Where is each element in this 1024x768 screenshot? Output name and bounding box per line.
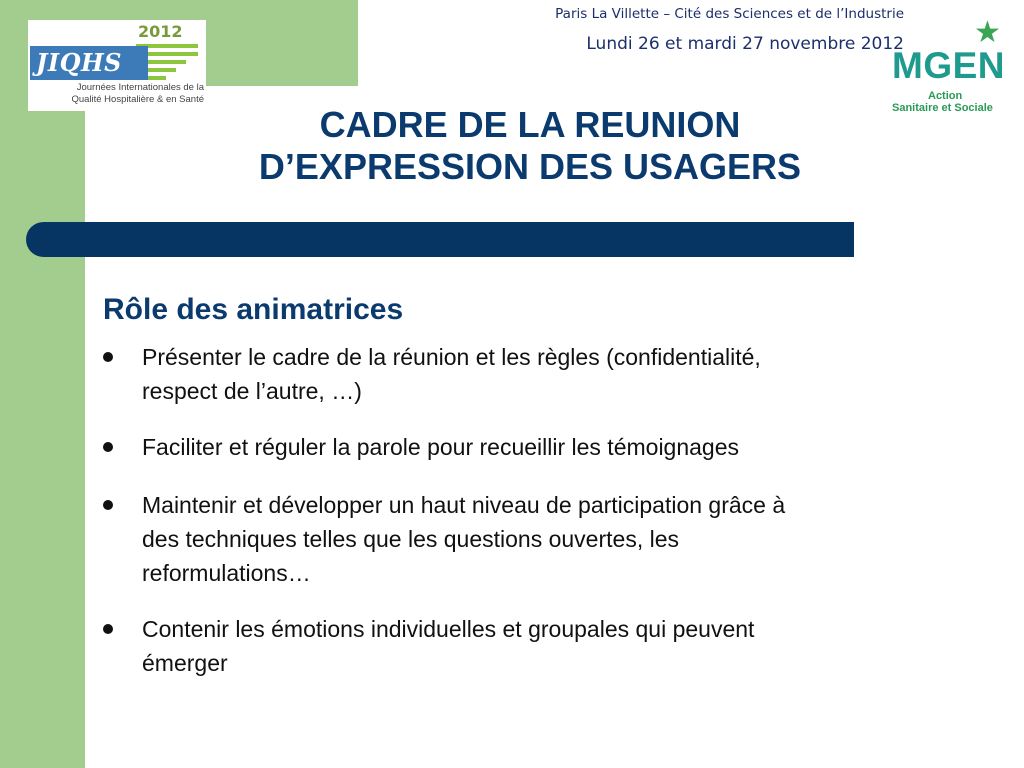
jiqhs-logo (28, 20, 206, 111)
bullet-icon (103, 442, 113, 452)
bullet-list (103, 340, 933, 680)
logo-caption (36, 82, 204, 106)
bullet-line: émerger (142, 650, 228, 676)
bullet-line: respect de l’autre, …) (142, 378, 362, 404)
logo-caption-line-1: Journées Internationales de la (76, 82, 204, 93)
bullet-line: reformulations… (142, 560, 311, 586)
bullet-line: Faciliter et réguler la parole pour recueillir les témoignages (142, 434, 740, 460)
slide-title-line-2: D’EXPRESSION DES USAGERS (258, 146, 802, 187)
bullet-line: Contenir les émotions individuelles et groupales qui peuvent (142, 616, 755, 642)
bullet-icon (103, 500, 113, 510)
mgen-logo (888, 16, 1008, 114)
logo-caption-line-2: Qualité Hospitalière & en Santé (71, 94, 204, 105)
slide-title (150, 104, 910, 188)
mgen-subtitle-1: Action (928, 90, 963, 102)
mgen-subtitle-2: Sanitaire et Sociale (892, 102, 993, 114)
title-divider-bar (26, 222, 854, 257)
star-icon: ★ (974, 16, 1001, 49)
logo-year: 2012 (138, 22, 183, 41)
bullet-icon (103, 352, 113, 362)
left-green-band (0, 0, 85, 768)
section-heading: Rôle des animatrices (103, 293, 404, 326)
event-venue: Paris La Villette – Cité des Sciences et de l’Industrie (555, 6, 904, 22)
list-item (103, 612, 933, 680)
list-item (103, 488, 933, 590)
logo-acronym: JIQHS (30, 46, 148, 80)
bullet-line: Maintenir et développer un haut niveau de participation grâce à (142, 492, 786, 518)
bullet-icon (103, 624, 113, 634)
mgen-brand: MGEN (892, 45, 1005, 86)
bullet-line: Présenter le cadre de la réunion et les règles (confidentialité, (142, 344, 761, 370)
event-dates: Lundi 26 et mardi 27 novembre 2012 (586, 34, 904, 54)
list-item (103, 340, 933, 408)
list-item (103, 430, 933, 464)
slide-title-line-1: CADRE DE LA REUNION (319, 104, 741, 145)
bullet-line: des techniques telles que les questions ouvertes, les (142, 526, 679, 552)
